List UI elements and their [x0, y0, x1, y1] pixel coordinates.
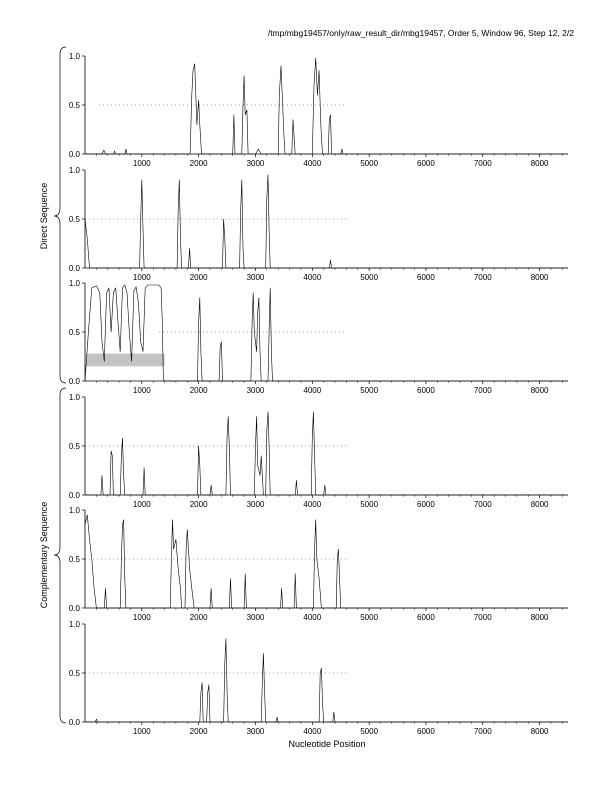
x-tick-label: 5000	[360, 273, 379, 282]
x-tick-label: 2000	[189, 273, 208, 282]
x-tick-label: 7000	[473, 273, 492, 282]
panel-1	[69, 52, 568, 168]
shaded-region	[86, 354, 164, 367]
y-tick-label: 0.5	[68, 669, 80, 678]
x-tick-label: 5000	[360, 727, 379, 736]
direct-group-label: Direct Sequence	[39, 182, 49, 250]
x-tick-label: 5000	[360, 613, 379, 622]
y-tick-label: 1.0	[68, 620, 80, 629]
x-tick-label: 2000	[189, 613, 208, 622]
x-tick-label: 7000	[473, 727, 492, 736]
x-tick-label: 2000	[189, 386, 208, 395]
series-line	[85, 285, 568, 381]
panels	[69, 52, 568, 736]
y-tick-label: 0.0	[68, 604, 80, 613]
x-tick-label: 6000	[417, 500, 435, 509]
series-line	[85, 175, 568, 268]
x-tick-label: 1000	[132, 159, 151, 168]
y-tick-label: 1.0	[68, 166, 80, 175]
x-axis-label: Nucleotide Position	[288, 739, 366, 749]
y-tick-label: 0.5	[68, 101, 80, 110]
x-tick-label: 6000	[417, 273, 435, 282]
x-tick-label: 8000	[530, 159, 549, 168]
x-tick-label: 8000	[530, 727, 549, 736]
x-tick-label: 3000	[246, 273, 265, 282]
x-tick-label: 4000	[303, 613, 322, 622]
y-tick-label: 0.0	[68, 377, 80, 386]
x-tick-label: 8000	[530, 613, 549, 622]
x-tick-label: 7000	[473, 613, 492, 622]
x-tick-label: 4000	[303, 500, 322, 509]
y-tick-label: 0.0	[68, 264, 80, 273]
complementary-group-label: Complementary Sequence	[39, 501, 49, 609]
direct-group-brace	[54, 47, 66, 383]
x-tick-label: 1000	[132, 386, 151, 395]
x-tick-label: 7000	[473, 159, 492, 168]
x-tick-label: 3000	[246, 613, 265, 622]
x-tick-label: 3000	[246, 500, 265, 509]
x-tick-label: 6000	[417, 159, 435, 168]
x-tick-label: 6000	[417, 613, 435, 622]
y-tick-label: 1.0	[68, 393, 80, 402]
chart-title: /tmp/mbg19457/only/raw_result_dir/mbg19457, Order 5, Window 96, Step 12, 2/2	[267, 28, 574, 38]
y-tick-label: 0.5	[68, 555, 80, 564]
series-line	[85, 58, 568, 154]
complementary-group-brace	[54, 388, 66, 723]
x-tick-label: 7000	[473, 500, 492, 509]
x-tick-label: 1000	[132, 727, 151, 736]
panel-4	[69, 393, 568, 509]
y-tick-label: 0.5	[68, 215, 80, 224]
y-tick-label: 1.0	[68, 52, 80, 61]
panel-2	[69, 166, 568, 282]
x-tick-label: 3000	[246, 159, 265, 168]
x-tick-label: 5000	[360, 386, 379, 395]
y-tick-label: 1.0	[68, 506, 80, 515]
x-tick-label: 1000	[132, 273, 151, 282]
x-tick-label: 2000	[189, 159, 208, 168]
x-tick-label: 1000	[132, 613, 151, 622]
x-tick-label: 5000	[360, 500, 379, 509]
panel-6	[69, 620, 568, 736]
y-tick-label: 0.0	[68, 491, 80, 500]
y-tick-label: 0.5	[68, 328, 80, 337]
y-tick-label: 0.0	[68, 150, 80, 159]
series-line	[85, 412, 568, 495]
x-tick-label: 8000	[530, 273, 549, 282]
panel-5	[69, 506, 568, 622]
x-tick-label: 4000	[303, 159, 322, 168]
x-tick-label: 3000	[246, 727, 265, 736]
x-tick-label: 4000	[303, 386, 322, 395]
x-tick-label: 1000	[132, 500, 151, 509]
y-tick-label: 0.0	[68, 718, 80, 727]
x-tick-label: 2000	[189, 727, 208, 736]
x-tick-label: 4000	[303, 273, 322, 282]
x-tick-label: 2000	[189, 500, 208, 509]
x-tick-label: 3000	[246, 386, 265, 395]
x-tick-label: 7000	[473, 386, 492, 395]
panel-3	[69, 279, 568, 395]
series-line	[85, 639, 568, 722]
x-tick-label: 6000	[417, 386, 435, 395]
series-line	[85, 515, 568, 608]
x-tick-label: 6000	[417, 727, 435, 736]
x-tick-label: 8000	[530, 500, 549, 509]
x-tick-label: 5000	[360, 159, 379, 168]
y-tick-label: 0.5	[68, 442, 80, 451]
y-tick-label: 1.0	[68, 279, 80, 288]
x-tick-label: 4000	[303, 727, 322, 736]
x-tick-label: 8000	[530, 386, 549, 395]
